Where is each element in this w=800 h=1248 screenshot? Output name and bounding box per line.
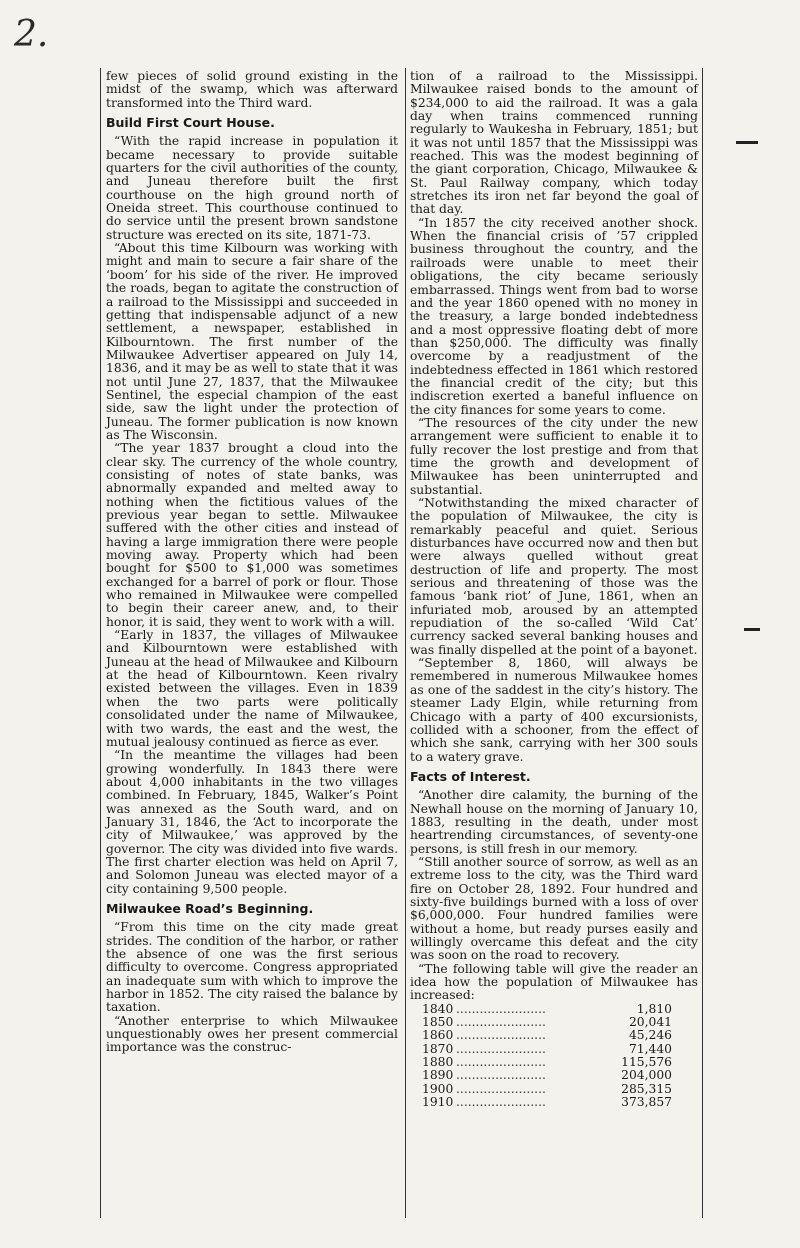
paragraph: “Another dire calamity, the burning of the Newhall house on the morning of January 10, 1883, resulting in the death, under most heartrending circumstances, of seventy-one persons, is still fresh in our memory. <box>410 788 698 856</box>
year-cell: 1870 <box>422 1041 454 1056</box>
paragraph: “About this time Kilbourn was working with might and main to secure a fair share of the ‘boom’ for his side of the river. He improved the roads, began to agitate the construction of a railroad to the Mississippi and succeeded in getting that indispensable adjunct of a new settlement, a newspaper, established in Kilbourntown. The first number of the Milwaukee Advertiser appeared on July 14, 1836, and it may be as well to state that it was not until June 27, 1837, that the Milwaukee Sentinel, the especial champion of the east side, saw the light under the protection of Juneau. The former publication is now known as The Wisconsin. <box>106 241 398 442</box>
year-cell: 1900 <box>422 1081 454 1096</box>
population-table <box>422 1003 672 1110</box>
table-row: 1890 ....................... 204,000 <box>422 1068 672 1083</box>
paragraph: “The resources of the city under the new arrangement were sufficient to enable it to fully recover the lost prestige and from that time the growth and development of Milwaukee has been uninterrupted and substantial. <box>410 415 698 497</box>
paragraph: “With the rapid increase in population it became necessary to provide suitable quarters for the civil authorities of the county, and Juneau therefore built the first courthouse on the high ground north of Oneida street. This courthouse continued to do service until the present brown sandstone structure was erected on its site, 1871-73. <box>106 134 398 242</box>
column-rule-left <box>100 68 101 1218</box>
year-cell: 1860 <box>422 1028 454 1043</box>
table-row: 1900 ....................... 285,315 <box>422 1081 672 1096</box>
paragraph: “The following table will give the reader an idea how the population of Milwaukee has increased: <box>410 961 698 1003</box>
paragraph: “From this time on the city made great strides. The condition of the harbor, or rather the absence of one was the first serious difficulty to overcome. Congress appropriated an inadequate sum with which to improve the harbor in 1852. The city raised the balance by taxation. <box>106 920 398 1015</box>
paragraph: few pieces of solid ground existing in the midst of the swamp, which was afterward transformed into the Third ward. <box>106 69 398 110</box>
year-cell: 1880 <box>422 1055 454 1070</box>
page-number: 2. <box>14 14 49 55</box>
left-column <box>106 70 398 1055</box>
paragraph: “Early in 1837, the villages of Milwaukee and Kilbourntown were established with Juneau at the head of Milwaukee and Kilbourn at the head of Kilbourntown. Keen rivalry existed between the villages. Even in 1839 when the two parts were politically consolidated under the name of Milwaukee, with two wards, the east and the west, the mutual jealousy continued as fierce as ever. <box>106 628 398 749</box>
column-rule-right <box>702 68 703 1218</box>
column-rule-middle <box>405 68 406 1218</box>
year-cell: 1910 <box>422 1095 454 1110</box>
table-row: 1880 ....................... 115,576 <box>422 1055 672 1070</box>
paragraph: “September 8, 1860, will always be remembered in numerous Milwaukee homes as one of the saddest in the city’s history. The steamer Lady Elgin, while returning from Chicago with a party of 400 excursionists, collided with a schooner, from the effect of which she sank, carrying with her 300 souls to a watery grave. <box>410 656 698 764</box>
year-cell: 1850 <box>422 1015 454 1030</box>
paragraph: “Still another source of sorrow, as well as an extreme loss to the city, was the Third ward fire on October 28, 1892. Four hundred and sixty-five buildings burned with a loss of over $6,000,000. Four hundred families were without a home, but ready purses easily and willingly overcame this defeat and the city was soon on the road to recovery. <box>410 854 698 963</box>
population-cell: 20,041 <box>628 1015 672 1030</box>
paragraph: tion of a railroad to the Mississippi. Milwaukee raised bonds to the amount of $234,000 to aid the railroad. It was a gala day when trains commenced running regularly to Waukesha in February, 1851; but it was not until 1857 that the Mississippi was reached. This was the modest beginning of the giant corporation, Chicago, Milwaukee & St. Paul Railway company, which today stretches its iron net far beyond the goal of that day. <box>410 69 698 217</box>
table-row: 1840 ....................... 1,810 <box>422 1001 672 1016</box>
table-row: 1870 ....................... 71,440 <box>422 1041 672 1056</box>
year-cell: 1890 <box>422 1068 454 1083</box>
population-cell: 115,576 <box>621 1055 672 1070</box>
population-cell: 373,857 <box>621 1095 672 1110</box>
population-cell: 1,810 <box>636 1001 672 1016</box>
margin-mark <box>744 628 760 631</box>
population-cell: 285,315 <box>621 1081 672 1096</box>
paragraph: “In the meantime the villages had been growing wonderfully. In 1843 there were about 4,000 inhabitants in the two villages combined. In February, 1845, Walker’s Point was annexed as the South ward, and on January 31, 1846, the ‘Act to incorporate the city of Milwaukee,’ was approved by the governor. The city was divided into five wards. The first charter election was held on April 7, and Solomon Juneau was elected mayor of a city containing 9,500 people. <box>106 748 398 896</box>
section-heading: Facts of Interest. <box>410 768 531 784</box>
section-heading: Milwaukee Road’s Beginning. <box>106 900 314 916</box>
paragraph: “Notwithstanding the mixed character of the population of Milwaukee, the city is remarkably peaceful and quiet. Serious disturbances have occurred now and then but were always quelled without great destruction of life and property. The most serious and threatening of those was the famous ‘bank riot’ of June, 1861, when an infuriated mob, aroused by an attempted repudiation of the so-called ‘Wild Cat’ currency sacked several banking houses and was finally dispelled at the point of a bayonet. <box>410 496 698 657</box>
table-row: 1850 ....................... 20,041 <box>422 1015 672 1030</box>
population-cell: 204,000 <box>621 1068 672 1083</box>
population-cell: 45,246 <box>628 1028 672 1043</box>
year-cell: 1840 <box>422 1001 454 1016</box>
paragraph: “Another enterprise to which Milwaukee unquestionably owes her present commercial importance was the construc- <box>106 1013 398 1055</box>
table-row: 1910 ....................... 373,857 <box>422 1095 672 1110</box>
population-cell: 71,440 <box>628 1041 672 1056</box>
right-column <box>410 70 698 1109</box>
paragraph: “In 1857 the city received another shock. When the financial crisis of ’57 crippled business throughout the country, and the railroads were unable to meet their obligations, the city became seriously embarrassed. Things went from bad to worse and the year 1860 opened with no money in the treasury, a large bonded indebtedness and a most oppressive floating debt of more than $250,000. The difficulty was finally overcome by a readjustment of the indebtedness effected in 1861 which restored the financial credit of the city; but this indiscretion exerted a baneful influence on the city finances for some years to come. <box>410 215 698 417</box>
paragraph: “The year 1837 brought a cloud into the clear sky. The currency of the whole country, consisting of notes of state banks, was abnormally expanded and melted away to nothing when the fictitious values of the previous year began to settle. Milwaukee suffered with the other cities and instead of having a large immigration there were people moving away. Property which had been bought for $500 to $1,000 was sometimes exchanged for a barrel of pork or flour. Those who remained in Milwaukee were compelled to begin their career anew, and, to their honor, it is said, they went to work with a will. <box>106 441 398 629</box>
section-heading: Build First Court House. <box>106 115 275 131</box>
margin-mark <box>736 141 758 144</box>
table-row: 1860 ....................... 45,246 <box>422 1028 672 1043</box>
